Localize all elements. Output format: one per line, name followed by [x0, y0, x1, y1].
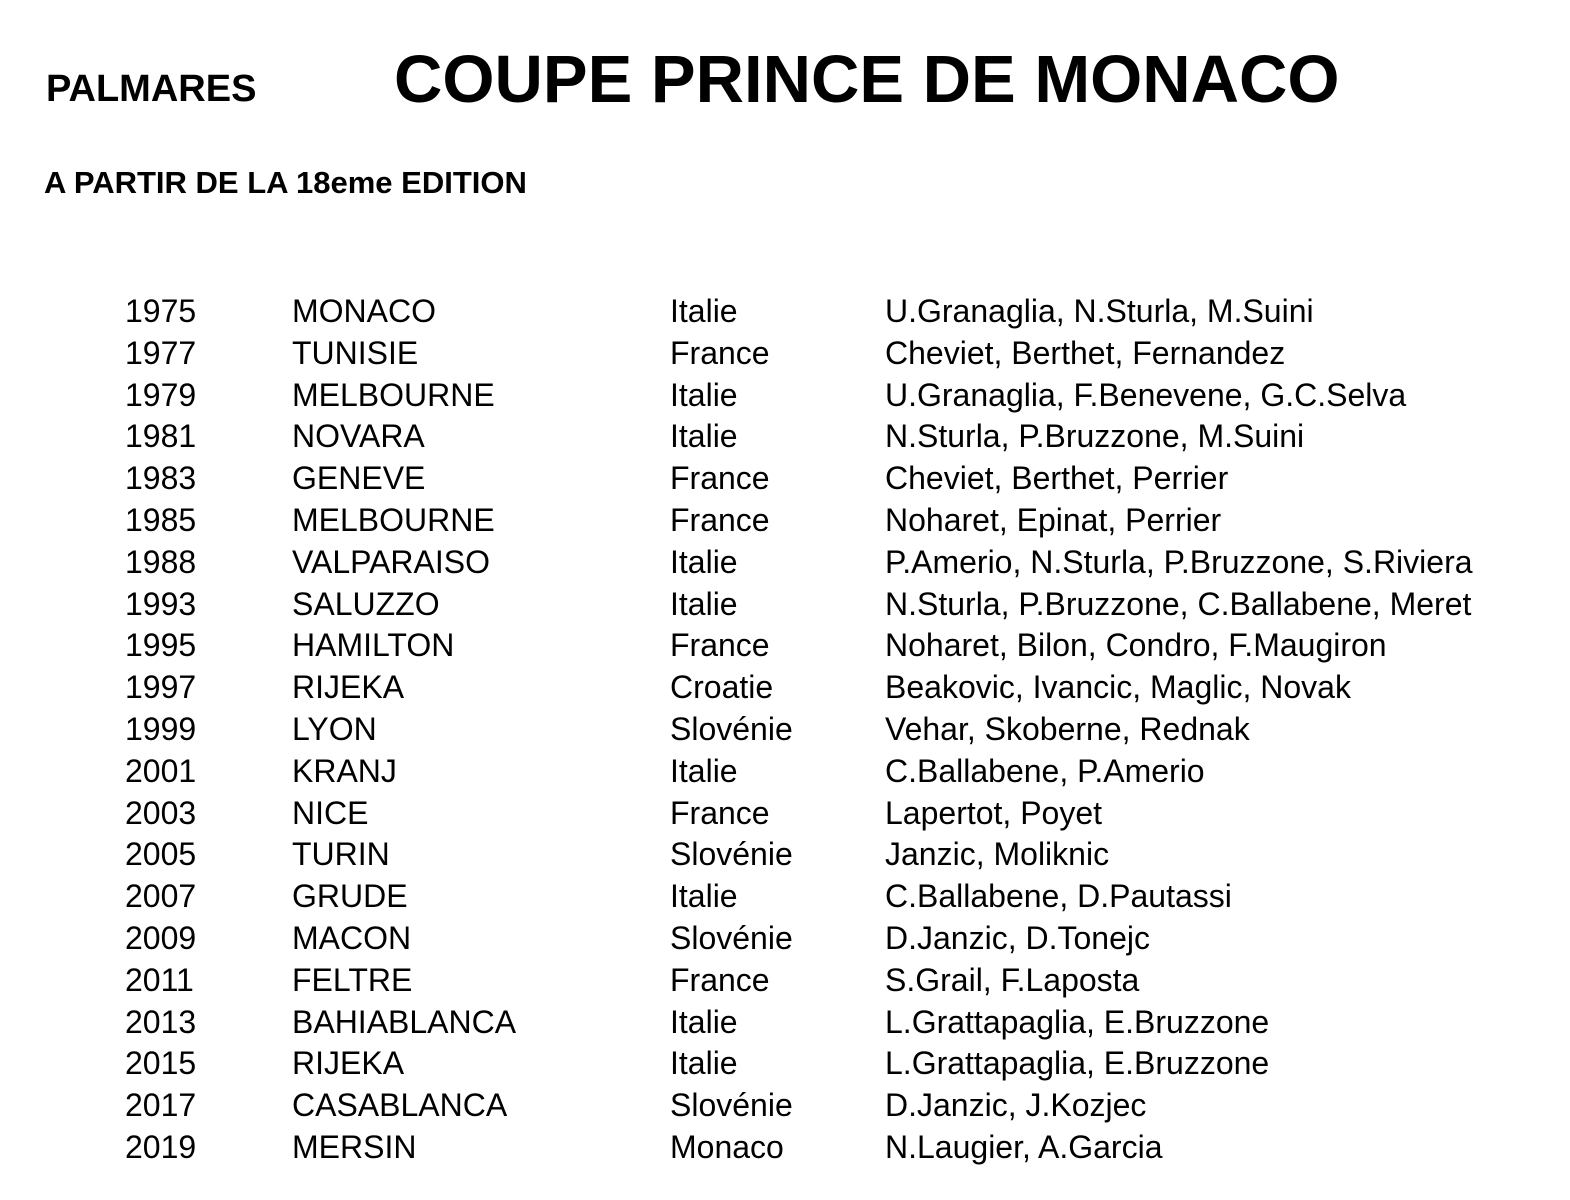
row-year: 1975 — [125, 293, 197, 329]
row-year: 1977 — [125, 334, 197, 371]
row-city: MACON — [292, 919, 412, 956]
row-players: S.Grail, F.Laposta — [885, 961, 1140, 998]
edition-subtitle: A PARTIR DE LA 18eme EDITION — [44, 165, 527, 200]
row-city: TUNISIE — [292, 334, 419, 371]
row-players: N.Sturla, P.Bruzzone, M.Suini — [885, 418, 1305, 455]
result-row — [0, 666, 1570, 708]
row-city: RIJEKA — [292, 669, 405, 706]
row-country: France — [670, 334, 770, 371]
row-city: CASABLANCA — [292, 1087, 508, 1124]
row-year: 1979 — [125, 376, 197, 413]
row-country: France — [670, 501, 770, 538]
row-year: 2019 — [125, 1128, 197, 1165]
row-year: 1999 — [125, 710, 197, 747]
result-row — [0, 332, 1570, 374]
row-city: KRANJ — [292, 752, 397, 789]
row-country: France — [670, 627, 770, 664]
row-year: 1997 — [125, 669, 197, 706]
result-row — [0, 624, 1570, 666]
row-year: 2013 — [125, 1003, 197, 1040]
row-city: NICE — [292, 794, 369, 831]
row-players: C.Ballabene, P.Amerio — [885, 752, 1205, 789]
result-row — [0, 499, 1570, 541]
result-row — [0, 415, 1570, 457]
row-city: BAHIABLANCA — [292, 1003, 517, 1040]
row-year: 2011 — [125, 961, 194, 998]
result-row — [0, 290, 1570, 332]
row-country: Slovénie — [670, 836, 793, 873]
row-players: Noharet, Epinat, Perrier — [885, 501, 1222, 538]
row-year: 1995 — [125, 627, 197, 664]
row-year: 2017 — [125, 1087, 197, 1124]
result-row — [0, 457, 1570, 499]
row-city: MERSIN — [292, 1128, 417, 1165]
result-row — [0, 583, 1570, 625]
row-city: MONACO — [292, 293, 436, 329]
row-players: D.Janzic, J.Kozjec — [885, 1087, 1147, 1124]
row-country: Italie — [670, 293, 738, 329]
row-country: France — [670, 961, 770, 998]
row-year: 2007 — [125, 878, 197, 915]
row-players: P.Amerio, N.Sturla, P.Bruzzone, S.Riviera — [885, 543, 1473, 580]
row-country: Italie — [670, 376, 738, 413]
row-country: Slovénie — [670, 710, 793, 747]
result-row — [0, 959, 1570, 1001]
row-year: 2009 — [125, 919, 197, 956]
row-country: Italie — [670, 1003, 738, 1040]
result-row — [0, 833, 1570, 875]
row-country: Italie — [670, 1045, 738, 1082]
row-city: FELTRE — [292, 961, 413, 998]
row-players: L.Grattapaglia, E.Bruzzone — [885, 1003, 1270, 1040]
result-row — [0, 1001, 1570, 1043]
palmares-label: PALMARES — [46, 68, 257, 110]
row-city: GENEVE — [292, 460, 426, 497]
result-row — [0, 792, 1570, 834]
result-row — [0, 1126, 1570, 1168]
row-city: VALPARAISO — [292, 543, 490, 580]
result-row — [0, 875, 1570, 917]
result-row — [0, 541, 1570, 583]
row-year: 2001 — [125, 752, 197, 789]
row-year: 2015 — [125, 1045, 197, 1082]
row-year: 1985 — [125, 501, 197, 538]
row-players: C.Ballabene, D.Pautassi — [885, 878, 1232, 915]
row-country: Italie — [670, 585, 738, 622]
row-players: U.Granaglia, N.Sturla, M.Suini — [885, 293, 1314, 329]
row-city: SALUZZO — [292, 585, 440, 622]
row-players: Lapertot, Poyet — [885, 794, 1103, 831]
row-country: Slovénie — [670, 919, 793, 956]
row-players: Janzic, Moliknic — [885, 836, 1110, 873]
result-row — [0, 708, 1570, 750]
row-country: Slovénie — [670, 1087, 793, 1124]
row-country: Italie — [670, 752, 738, 789]
row-city: RIJEKA — [292, 1045, 405, 1082]
row-year: 2005 — [125, 836, 197, 873]
row-players: Noharet, Bilon, Condro, F.Maugiron — [885, 627, 1387, 664]
result-row — [0, 1042, 1570, 1084]
row-players: U.Granaglia, F.Benevene, G.C.Selva — [885, 376, 1407, 413]
row-players: L.Grattapaglia, E.Bruzzone — [885, 1045, 1270, 1082]
results-list — [0, 290, 1570, 1168]
row-country: France — [670, 460, 770, 497]
row-country: Croatie — [670, 669, 774, 706]
row-year: 1983 — [125, 460, 197, 497]
page-title: COUPE PRINCE DE MONACO — [394, 42, 1340, 117]
row-players: N.Laugier, A.Garcia — [885, 1128, 1163, 1165]
row-country: France — [670, 794, 770, 831]
row-players: Beakovic, Ivancic, Maglic, Novak — [885, 669, 1351, 706]
row-city: MELBOURNE — [292, 501, 495, 538]
row-city: GRUDE — [292, 878, 408, 915]
row-players: N.Sturla, P.Bruzzone, C.Ballabene, Meret — [885, 585, 1472, 622]
row-year: 1993 — [125, 585, 197, 622]
row-country: Italie — [670, 418, 738, 455]
row-year: 1981 — [125, 418, 197, 455]
row-country: Monaco — [670, 1128, 784, 1165]
row-players: Vehar, Skoberne, Rednak — [885, 710, 1250, 747]
row-country: Italie — [670, 878, 738, 915]
result-row — [0, 1084, 1570, 1126]
row-city: MELBOURNE — [292, 376, 495, 413]
row-players: Cheviet, Berthet, Fernandez — [885, 334, 1286, 371]
row-city: TURIN — [292, 836, 390, 873]
row-players: Cheviet, Berthet, Perrier — [885, 460, 1229, 497]
row-year: 2003 — [125, 794, 197, 831]
row-year: 1988 — [125, 543, 197, 580]
result-row — [0, 374, 1570, 416]
result-row — [0, 750, 1570, 792]
row-players: D.Janzic, D.Tonejc — [885, 919, 1150, 956]
row-city: LYON — [292, 710, 377, 747]
row-country: Italie — [670, 543, 738, 580]
row-city: NOVARA — [292, 418, 425, 455]
result-row — [0, 917, 1570, 959]
row-city: HAMILTON — [292, 627, 455, 664]
